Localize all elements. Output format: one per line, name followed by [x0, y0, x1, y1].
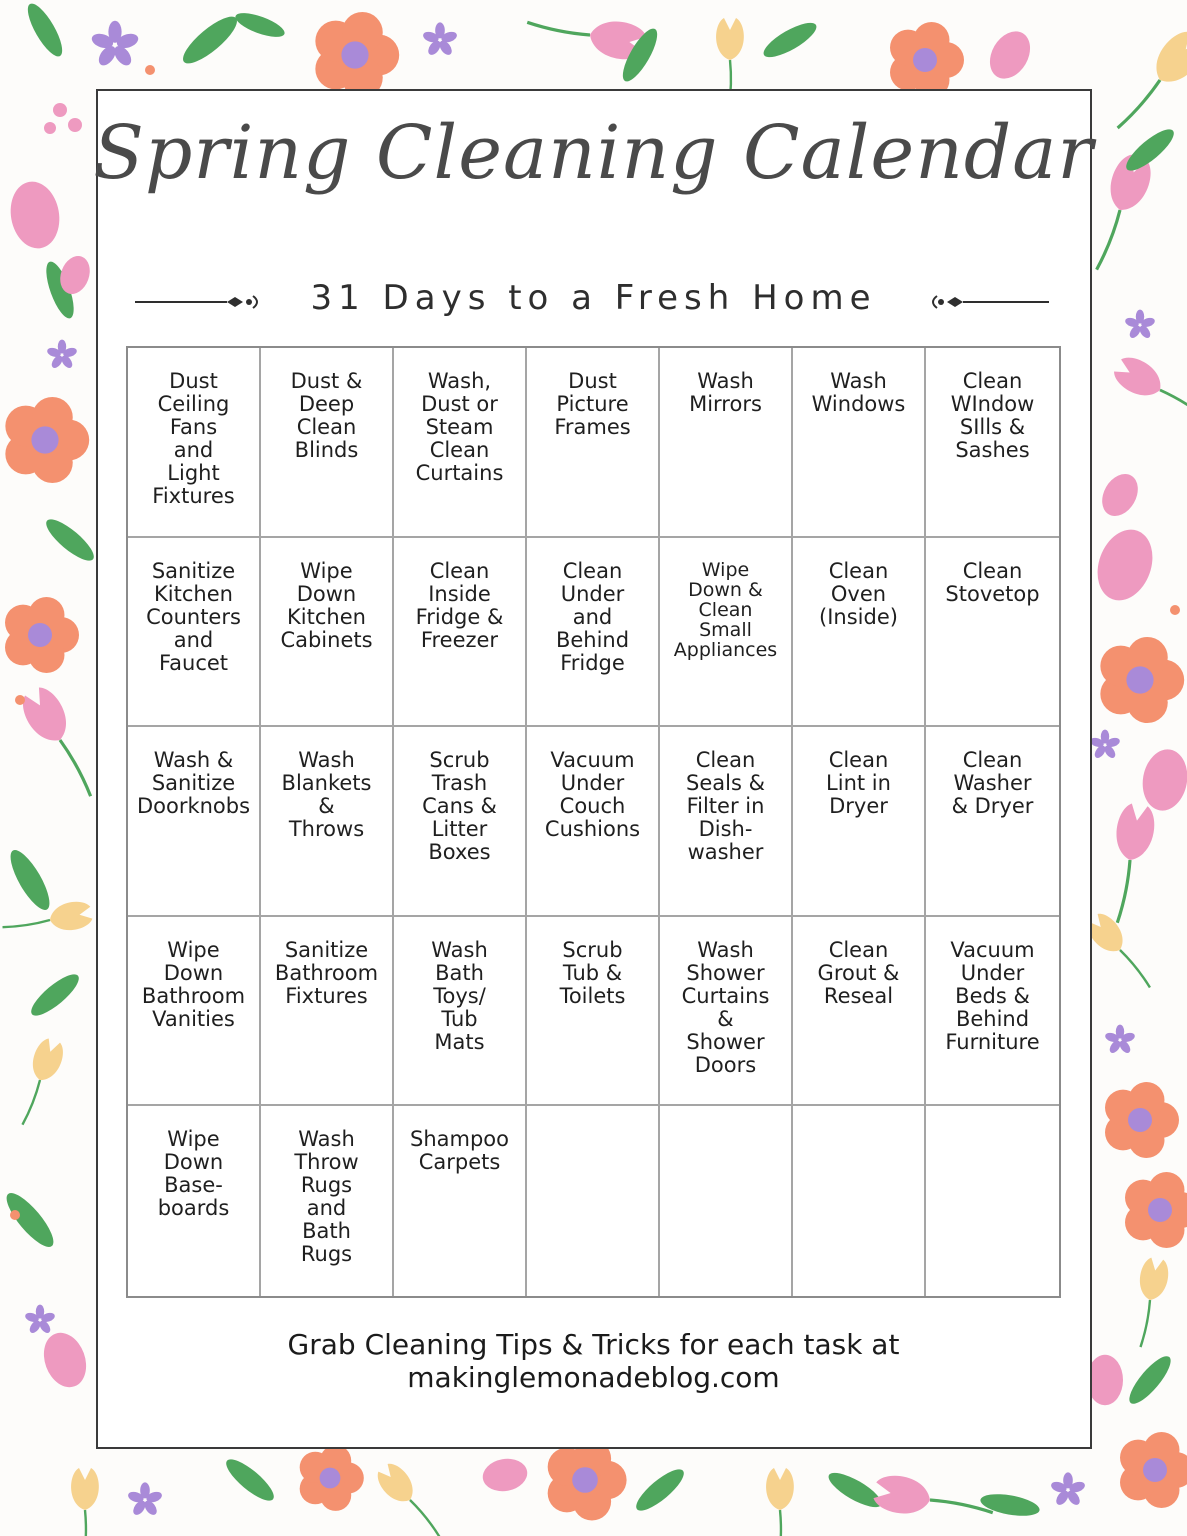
tulip-icon: [16, 682, 76, 749]
empty-day-cell: [660, 1106, 793, 1296]
day-cell: Wash Shower Curtains & Shower Doors: [660, 917, 793, 1107]
subtitle-row: [0, 278, 1187, 328]
leaf-icon: [22, 0, 69, 61]
day-cell: Wipe Down Kitchen Cabinets: [261, 538, 394, 728]
undefined: [1128, 1108, 1152, 1132]
day-cell: Wash Throw Rugs and Bath Rugs: [261, 1106, 394, 1296]
berry-icon: [1095, 468, 1145, 523]
tulip-icon: [766, 1468, 794, 1536]
day-cell: Clean Under and Behind Fridge: [527, 538, 660, 728]
day-cell: Clean Washer & Dryer: [926, 727, 1059, 917]
stem-icon: [527, 22, 591, 36]
day-cell: Scrub Tub & Toilets: [527, 917, 660, 1107]
undefined: [572, 1467, 598, 1493]
tulip-icon: [1109, 351, 1187, 432]
stem-icon: [1159, 389, 1187, 419]
berry-icon: [1088, 522, 1162, 608]
leaf-icon: [4, 845, 57, 915]
undefined: [320, 1468, 341, 1489]
page-title: Spring Cleaning Calendar: [93, 110, 1094, 196]
tulip-icon: [11, 1036, 68, 1130]
empty-day-cell: [793, 1106, 926, 1296]
tulip-icon: [71, 1468, 99, 1510]
day-cell: Sanitize Bathroom Fixtures: [261, 917, 394, 1107]
day-cell: Dust & Deep Clean Blinds: [261, 348, 394, 538]
stem-icon: [3, 919, 51, 929]
leaf-icon: [979, 1490, 1041, 1519]
tulip-icon: [1146, 25, 1187, 92]
day-cell: Wash Blankets & Throws: [261, 727, 394, 917]
footer: [0, 1328, 1187, 1394]
berry-icon: [982, 24, 1038, 86]
right-flourish-icon: [925, 280, 1055, 320]
day-cell: Wash Mirrors: [660, 348, 793, 538]
tulip-icon: [71, 1468, 99, 1536]
day-cell: Clean Inside Fridge & Freezer: [394, 538, 527, 728]
stem-icon: [1117, 860, 1131, 924]
day-cell: Shampoo Carpets: [394, 1106, 527, 1296]
day-cell: Wash, Dust or Steam Clean Curtains: [394, 348, 527, 538]
tulip-icon: [1082, 909, 1161, 996]
leaf-icon: [41, 513, 99, 566]
footer-link[interactable]: makinglemonadeblog.com: [407, 1361, 780, 1394]
day-cell: Wipe Down Base- boards: [128, 1106, 261, 1296]
tulip-icon: [872, 1472, 934, 1518]
calendar-grid: [126, 346, 1061, 1298]
day-cell: Wash Bath Toys/ Tub Mats: [394, 917, 527, 1107]
day-cell: Clean Seals & Filter in Dish- washer: [660, 727, 793, 917]
day-cell: Wash Windows: [793, 348, 926, 538]
undefined: [1126, 666, 1153, 693]
undefined: [1148, 1198, 1172, 1222]
undefined: [341, 41, 368, 68]
day-cell: Vacuum Under Beds & Behind Furniture: [926, 917, 1059, 1107]
day-cell: Wipe Down & Clean Small Appliances: [660, 538, 793, 728]
stem-icon: [84, 1510, 86, 1536]
day-cell: Dust Ceiling Fans and Light Fixtures: [128, 348, 261, 538]
day-cell: Wipe Down Bathroom Vanities: [128, 917, 261, 1107]
stem-icon: [779, 1510, 781, 1536]
day-cell: Clean Oven (Inside): [793, 538, 926, 728]
leaf-icon: [631, 1463, 689, 1516]
dot-icon: [15, 695, 25, 705]
day-cell: Dust Picture Frames: [527, 348, 660, 538]
empty-day-cell: [926, 1106, 1059, 1296]
leaf-icon: [177, 10, 243, 70]
tulip-icon: [1101, 802, 1158, 927]
tulip-icon: [48, 899, 94, 934]
dot-icon: [145, 65, 155, 75]
day-cell: Vacuum Under Couch Cushions: [527, 727, 660, 917]
tulip-icon: [27, 1036, 67, 1085]
empty-day-cell: [527, 1106, 660, 1296]
tulip-icon: [1109, 351, 1168, 404]
day-cell: Sanitize Kitchen Counters and Faucet: [128, 538, 261, 728]
undefined: [31, 426, 58, 453]
undefined: [1143, 1458, 1167, 1482]
stem-icon: [22, 1080, 40, 1126]
undefined: [28, 623, 52, 647]
tulip-icon: [1112, 802, 1158, 864]
stem-icon: [59, 739, 93, 796]
leaf-icon: [759, 17, 821, 64]
leaf-icon: [824, 1467, 886, 1514]
dot-icon: [1170, 605, 1180, 615]
day-cell: Clean Lint in Dryer: [793, 727, 926, 917]
dot-icon: [10, 1210, 20, 1220]
footer-line: Grab Cleaning Tips & Tricks for each task at: [287, 1328, 900, 1361]
page-subtitle: 31 Days to a Fresh Home: [310, 278, 877, 318]
leaf-icon: [221, 1453, 279, 1506]
day-cell: Wash & Sanitize Doorknobs: [128, 727, 261, 917]
tulip-icon: [716, 18, 744, 60]
leaf-icon: [26, 968, 84, 1021]
tulip-icon: [372, 1459, 420, 1509]
stem-icon: [409, 1499, 442, 1536]
tulip-icon: [16, 682, 108, 804]
undefined: [913, 48, 937, 72]
leaf-icon: [0, 1187, 60, 1253]
tulip-icon: [872, 1472, 997, 1529]
tulip-icon: [372, 1459, 451, 1536]
day-cell: Clean Stovetop: [926, 538, 1059, 728]
day-cell: Scrub Trash Cans & Litter Boxes: [394, 727, 527, 917]
berry-icon: [480, 1455, 530, 1494]
day-cell: Clean WIndow SIlls & Sashes: [926, 348, 1059, 538]
day-cell: Clean Grout & Reseal: [793, 917, 926, 1107]
tulip-icon: [1136, 1256, 1171, 1302]
leaf-icon: [233, 8, 288, 41]
berry-icon: [1138, 746, 1187, 814]
tulip-icon: [766, 1468, 794, 1510]
stem-icon: [1097, 209, 1122, 270]
stem-icon: [1119, 949, 1152, 987]
